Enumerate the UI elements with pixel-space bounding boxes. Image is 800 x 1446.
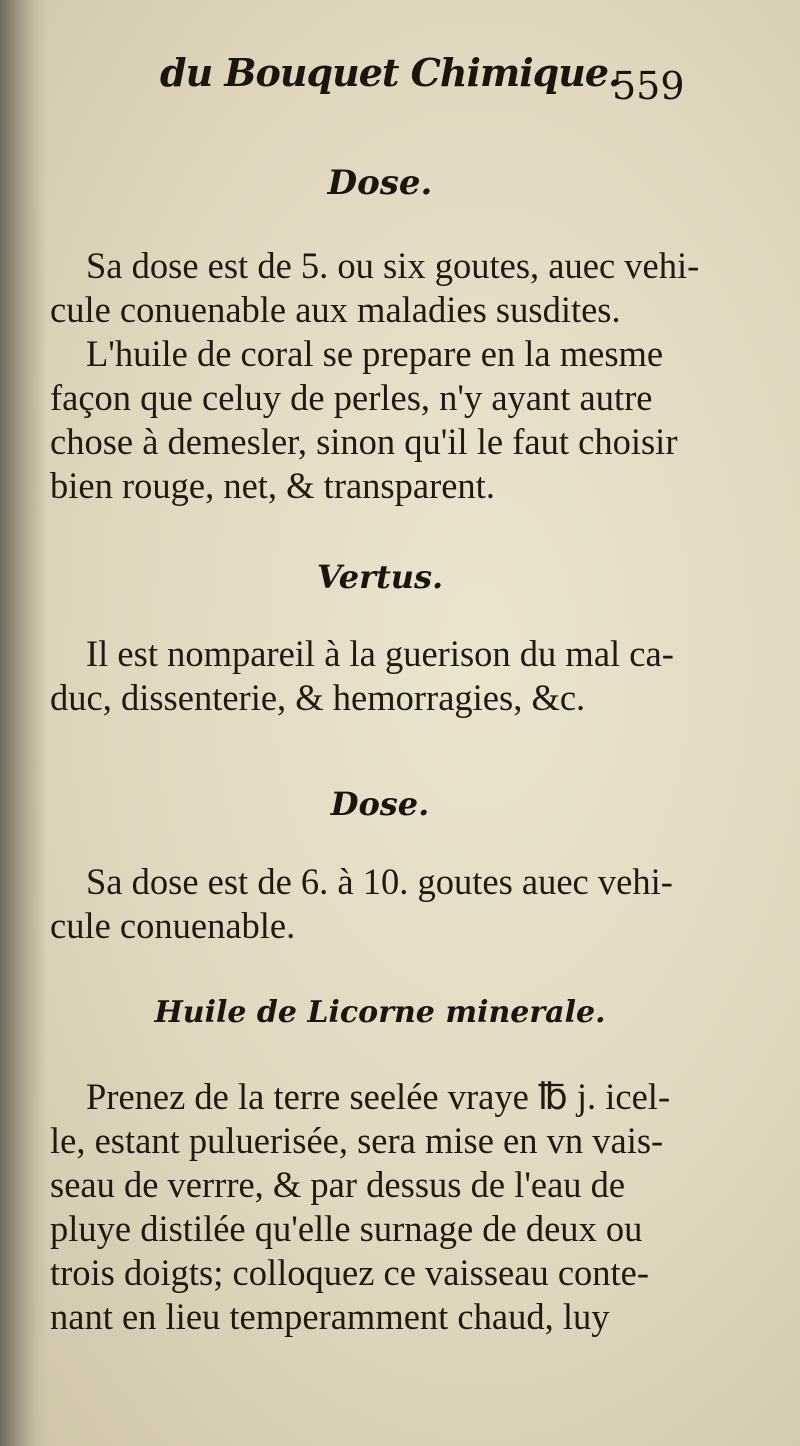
text-line: chose à demesler, sinon qu'il le faut choisir	[50, 421, 678, 462]
section-heading-vertus: Vertus.	[316, 558, 444, 596]
paragraph-dose-2	[50, 860, 710, 948]
text-line: le, estant puluerisée, sera mise en vn vais-	[50, 1120, 664, 1161]
text-line: Sa dose est de 5. ou six goutes, auec vehi-	[86, 245, 700, 286]
text-line: façon que celuy de perles, n'y ayant autre	[50, 377, 653, 418]
section-heading-dose: Dose.	[327, 163, 433, 203]
text-line: Sa dose est de 6. à 10. goutes auec vehi-	[86, 861, 673, 902]
paragraph-coral-oil	[50, 332, 710, 508]
page-number: 559	[612, 64, 685, 108]
text-line: cule conuenable aux maladies susdites.	[50, 289, 621, 330]
text-line: Prenez de la terre seelée vraye ℔ j. icel-	[86, 1076, 671, 1117]
text-line: nant en lieu temperamment chaud, luy	[50, 1296, 610, 1337]
page-gutter-shadow	[0, 0, 48, 1446]
text-line: duc, dissenterie, & hemorragies, &c.	[50, 677, 586, 718]
paragraph-dose-1	[50, 244, 710, 332]
text-line: L'huile de coral se prepare en la mesme	[86, 333, 664, 374]
paragraph-vertus	[50, 632, 710, 720]
text-line: pluye distilée qu'elle surnage de deux ou	[50, 1208, 643, 1249]
running-head: du Bouquet Chimique.	[160, 50, 621, 95]
paragraph-huile-licorne	[50, 1075, 710, 1339]
text-line: trois doigts; colloquez ce vaisseau conte-	[50, 1252, 650, 1293]
text-line: bien rouge, net, & transparent.	[50, 465, 495, 506]
text-line: cule conuenable.	[50, 905, 296, 946]
section-heading-dose-2: Dose.	[330, 785, 430, 823]
text-line: Il est nompareil à la guerison du mal ca-	[86, 633, 674, 674]
section-heading-huile-licorne: Huile de Licorne minerale.	[154, 995, 606, 1030]
text-line: seau de verrre, & par dessus de l'eau de	[50, 1164, 626, 1205]
